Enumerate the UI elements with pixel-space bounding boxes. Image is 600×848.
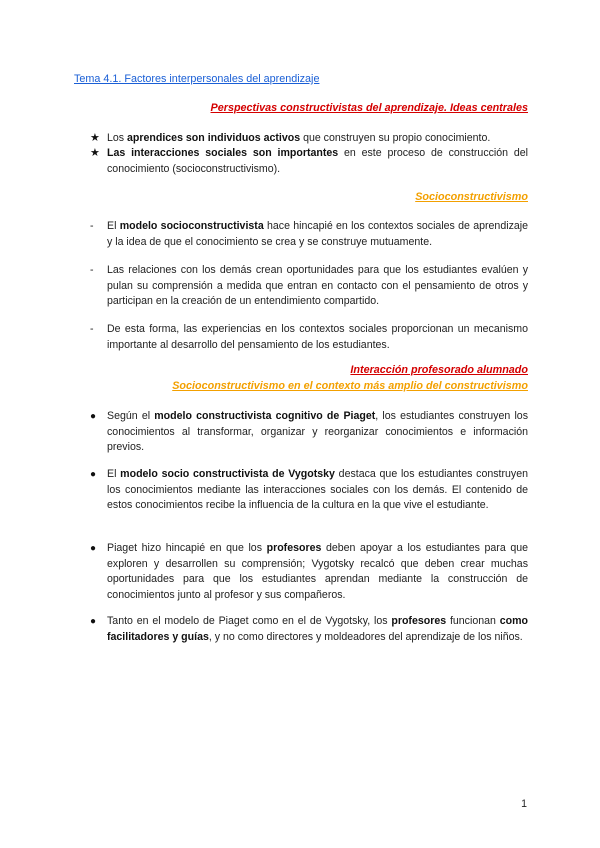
list-item-text: El modelo socio constructivista de Vygotsky destaca que los estudiantes construyen los conocimientos mediante las interacciones sociales con los demás. El contenido de estos conocimientos recibe la influencia de la cultura en la que vive el estudiante.: [107, 468, 528, 511]
list-item: [90, 614, 528, 645]
list-item-text: De esta forma, las experiencias en los contextos sociales proporcionan un mecanismo importante al desarrollo del pensamiento de los estudiantes.: [107, 323, 528, 351]
section-subheading-constructivismo: Socioconstructivismo en el contexto más amplio del constructivismo: [172, 380, 528, 392]
star-bullet-icon: ★: [90, 132, 100, 144]
dot-bullet-icon: ●: [90, 616, 97, 627]
dash-bullet-icon: -: [90, 220, 94, 232]
list-item-text: Las interacciones sociales son importantes en este proceso de construcción del conocimiento (socioconstructivismo).: [107, 147, 529, 175]
list-item: [90, 467, 528, 514]
list-item: [90, 146, 528, 177]
dot-bullet-icon: ●: [90, 411, 97, 422]
list-item-text: Piaget hizo hincapié en que los profesores deben apoyar a los estudiantes para que exploren y desarrollen su comprensión; Vygotsky recalcó que deben crear muchas oportunidades para que los estudiantes aprendan mediante la construcción de conocimientos junto al profesor y sus compañeros.: [107, 542, 528, 601]
list-item: [90, 263, 528, 310]
list-item: [90, 409, 528, 456]
dash-bullet-icon: -: [90, 264, 94, 276]
topic-title: Tema 4.1. Factores interpersonales del aprendizaje: [74, 73, 320, 85]
section-heading-interaccion: Interacción profesorado alumnado: [350, 364, 528, 376]
list-item: [90, 219, 528, 250]
page-number: 1: [521, 798, 527, 810]
list-item-text: Los aprendices son individuos activos que construyen su propio conocimiento.: [107, 132, 491, 144]
dot-bullet-icon: ●: [90, 469, 97, 480]
section-heading-perspectivas: Perspectivas constructivistas del aprendizaje. Ideas centrales: [210, 102, 528, 114]
list-item: [90, 131, 528, 147]
list-item-text: El modelo socioconstructivista hace hincapié en los contextos sociales de aprendizaje y la idea de que el conocimiento se crea y se construye mutuamente.: [107, 220, 529, 248]
star-bullet-icon: ★: [90, 147, 100, 159]
list-item: [90, 322, 528, 353]
list-item: [90, 541, 528, 603]
dash-bullet-icon: -: [90, 323, 94, 335]
list-item-text: Según el modelo constructivista cognitivo de Piaget, los estudiantes construyen los conocimientos al transformar, organizar y reorganizar conocimientos e información previos.: [107, 410, 528, 453]
list-item-text: Las relaciones con los demás crean oportunidades para que los estudiantes evalúen y pulan su comprensión a medida que entran en contacto con el pensamiento de otros y participan en la creación de un entendimiento compartido.: [107, 264, 528, 307]
section-heading-socioconstructivismo: Socioconstructivismo: [415, 191, 528, 203]
dot-bullet-icon: ●: [90, 543, 97, 554]
list-item-text: Tanto en el modelo de Piaget como en el de Vygotsky, los profesores funcionan como facilitadores y guías, y no como directores y moldeadores del aprendizaje de los niños.: [107, 615, 528, 643]
